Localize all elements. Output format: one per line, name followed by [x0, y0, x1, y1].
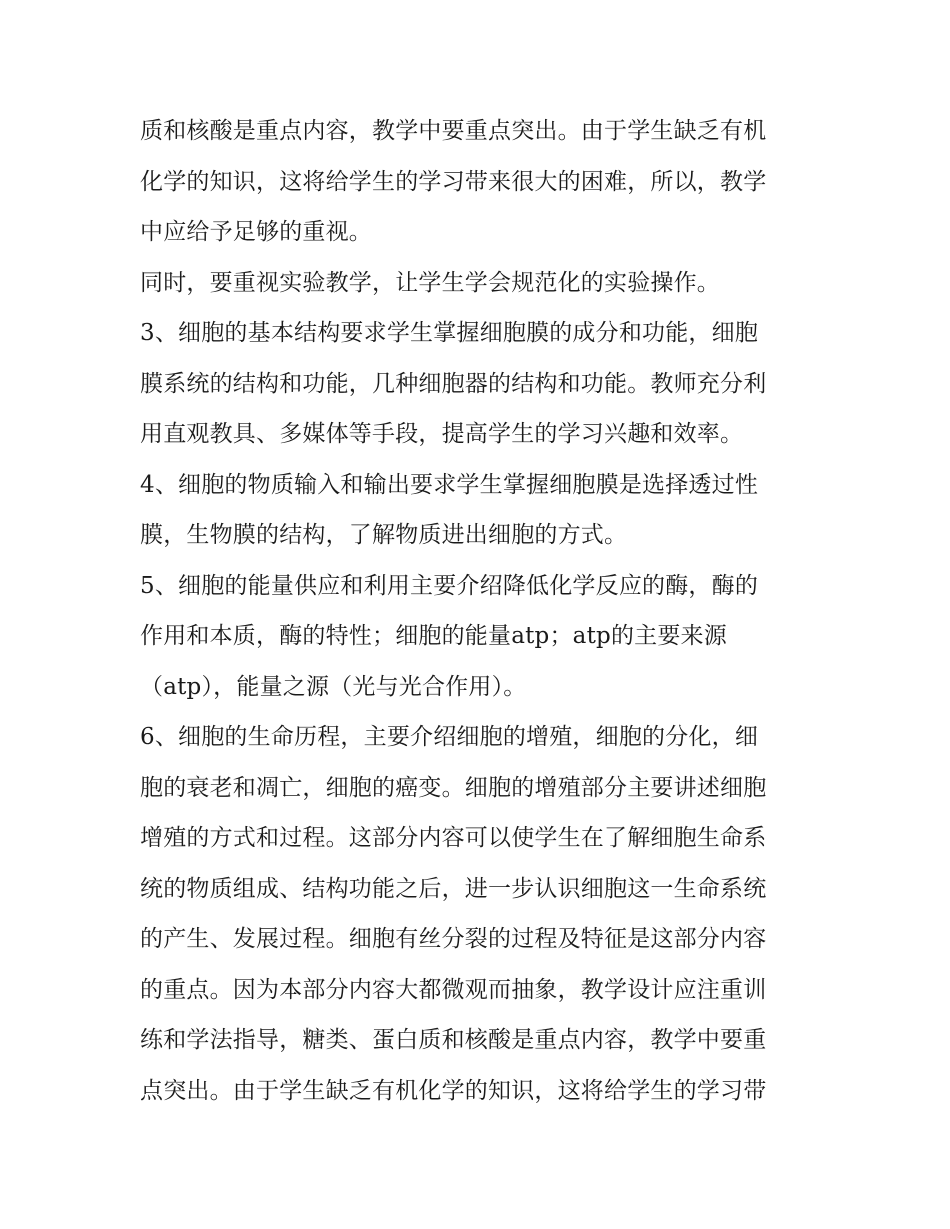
text-line: （atp），能量之源（光与光合作用）。: [140, 673, 527, 700]
text-line: 4、细胞的物质输入和输出要求学生掌握细胞膜是选择透过性: [140, 471, 759, 498]
text-line: 用直观教具、多媒体等手段，提高学生的学习兴趣和效率。: [140, 421, 744, 447]
text-line: 点突出。由于学生缺乏有机化学的知识，这将给学生的学习带: [140, 1077, 767, 1104]
text-line: 的产生、发展过程。细胞有丝分裂的过程及特征是这部分内容: [140, 926, 767, 952]
text-line: 同时，要重视实验教学，让学生学会规范化的实验操作。: [140, 269, 720, 296]
text-line: 统的物质组成、结构功能之后，进一步认识细胞这一生命系统: [140, 875, 767, 902]
text-line: 3、细胞的基本结构要求学生掌握细胞膜的成分和功能，细胞: [140, 320, 759, 346]
text-line: 增殖的方式和过程。这部分内容可以使学生在了解细胞生命系: [140, 825, 767, 851]
text-line: 胞的衰老和凋亡，细胞的癌变。细胞的增殖部分主要讲述细胞: [140, 774, 767, 801]
text-line: 膜系统的结构和功能，几种细胞器的结构和功能。教师充分利: [140, 370, 767, 397]
text-line: 化学的知识，这将给学生的学习带来很大的困难，所以，教学: [140, 168, 767, 195]
text-line: 膜，生物膜的结构，了解物质进出细胞的方式。: [140, 522, 628, 548]
text-line: 6、细胞的生命历程，主要介绍细胞的增殖，细胞的分化，细: [140, 724, 759, 750]
text-line: 质和核酸是重点内容，教学中要重点突出。由于学生缺乏有机: [140, 118, 767, 144]
document-body-text: [140, 106, 820, 1116]
text-line: 中应给予足够的重视。: [140, 219, 372, 245]
text-line: 作用和本质，酶的特性；细胞的能量atp；atp的主要来源: [140, 623, 727, 649]
text-line: 5、细胞的能量供应和利用主要介绍降低化学反应的酶，酶的: [140, 572, 759, 599]
text-line: 的重点。因为本部分内容大都微观而抽象，教学设计应注重训: [140, 976, 767, 1003]
text-line: 练和学法指导，糖类、蛋白质和核酸是重点内容，教学中要重: [140, 1027, 767, 1053]
